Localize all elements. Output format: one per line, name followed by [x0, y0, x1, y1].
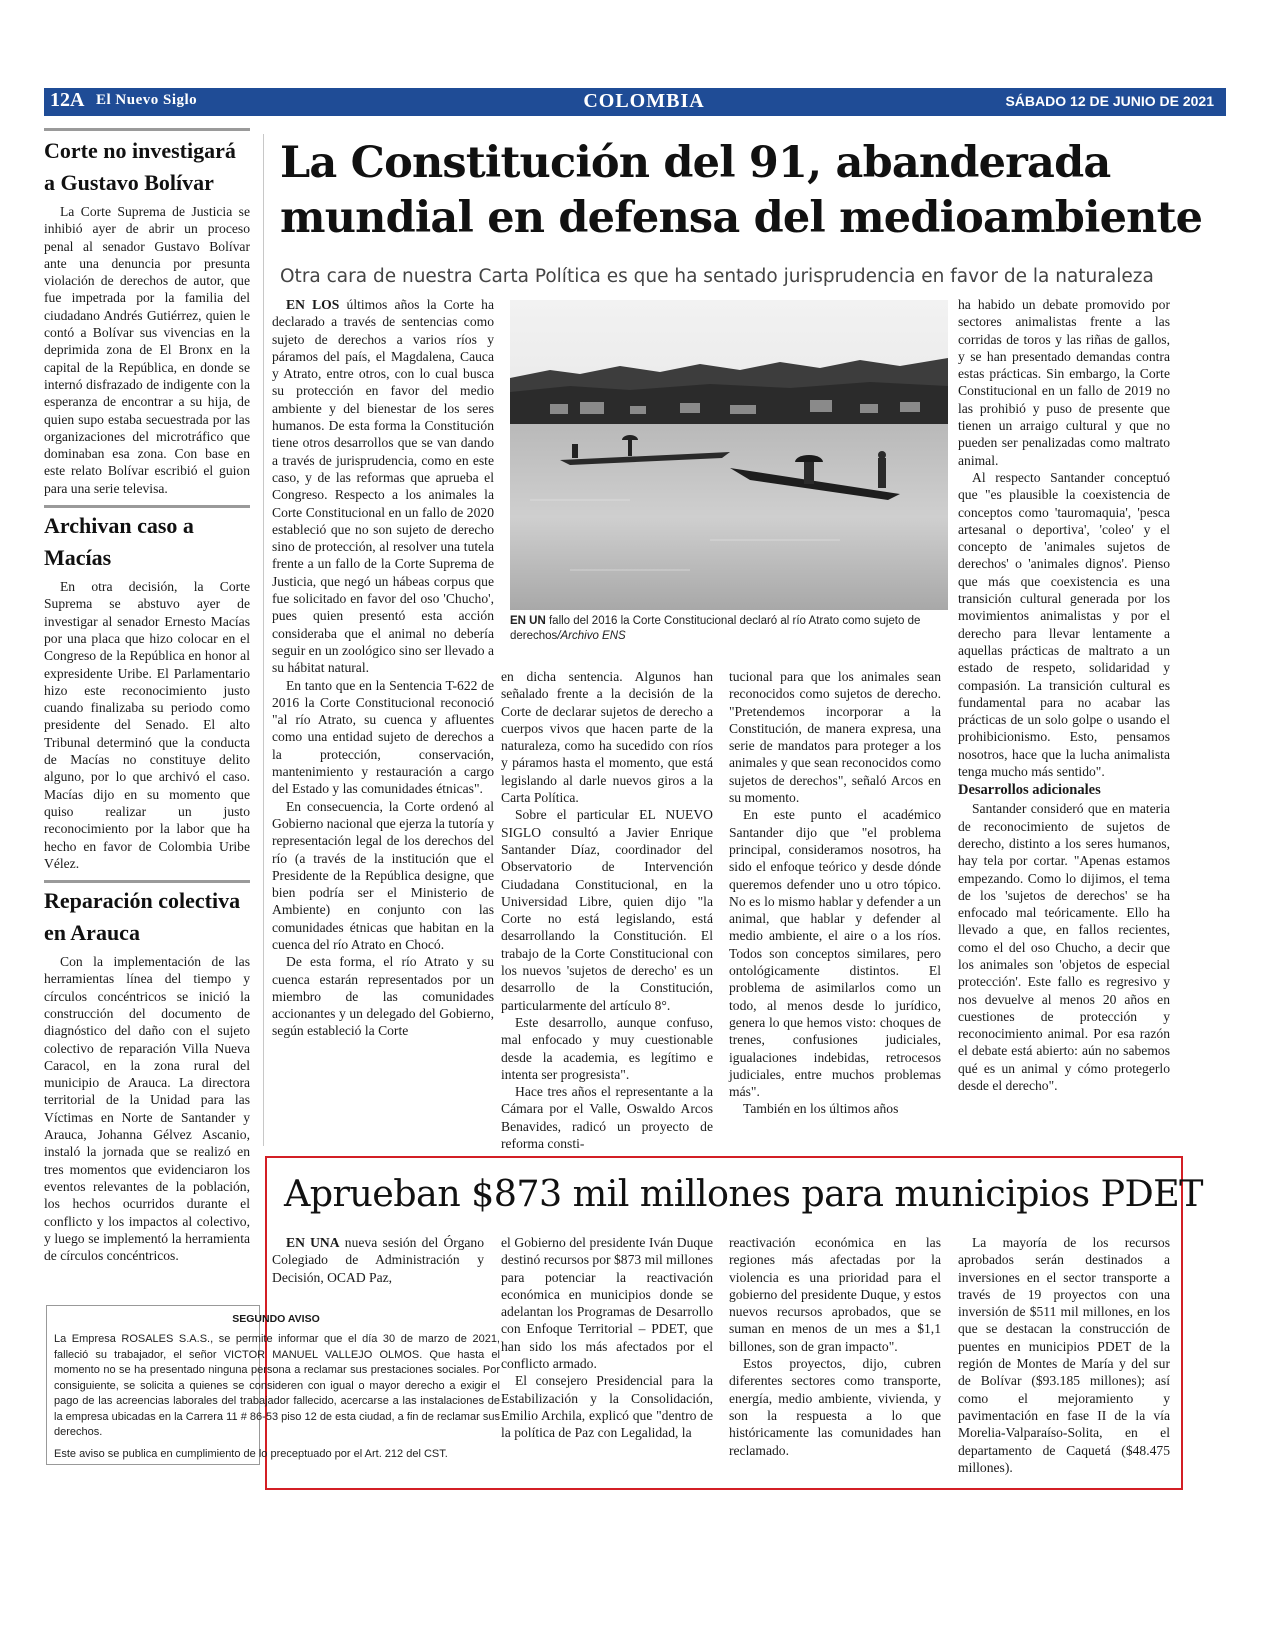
photo-credit: /Archivo ENS: [557, 630, 626, 642]
main-column-2: [501, 668, 713, 1152]
brief-body-bolivar: La Corte Suprema de Justicia se inhibió ayer de abrir un proceso penal al senador Gustavo Bolívar ante una denuncia por presunta violación de derechos de autor, que fue impetrada por la familia del ciudadano Andrés Gutiérrez, quien le contó a Bolívar sus vivencias en la deprimida zona de El Bronx en la capital de la República, en donde se internó disfrazado de indigente con la esperanza de encontrar a su hija, de quien supo estaba secuestrada por las organizaciones del microtráfico que dominaban esa zona. Con base en este relato Bolívar escribió el guion para una serie televisa.: [44, 204, 250, 496]
subheading: Desarrollos adicionales: [958, 782, 1101, 799]
legal-notice-body: [54, 1332, 500, 1468]
brief-body-arauca: Con la implementación de las herramientas línea del tiempo y círculos concéntricos se inició la construcción del documento de diagnóstico del daño con el sujeto colectivo de reparación Villa Nueva Caracol, en la zona rural del municipio de Arauca. La directora territorial de la Unidad para las Víctimas en Norte de Santander y Arauca, Johanna Gélvez Ascanio, instaló la jornada que se realizó en tres momentos que evidenciaron los eventos relevantes de la población, los hechos ocurridos durante el conflicto y los impactos al colectivo, y luego se implementó la herramienta de círculos concéntricos.: [44, 954, 250, 1264]
paragraph: ha habido un debate promovido por sectores animalistas frente a las corridas de toros y las riñas de gallos, y se han presentado demandas contra estas prácticas. Sin embargo, la Corte Constitucional en un fallo de 2019 no las prohibió y puso de presente que tienen un arraigo cultural y que no pueden ser penalizadas como maltrato animal.: [958, 297, 1170, 468]
lead-in: EN LOS: [286, 297, 340, 312]
main-column-1: [272, 296, 494, 1040]
left-brief-column: [44, 128, 250, 1264]
brief-body-macias: En otra decisión, la Corte Suprema se abstuvo ayer de investigar al senador Ernesto Macías por una placa que hizo colocar en el Congreso de la República en honor al expresidente Uribe. El Parlamentario hizo este reconocimiento justo cuando finalizaba su periodo como presidente del Senado. El alto Tribunal determinó que la conducta de Macías no constituye delito alguno, por lo que archivó el caso. Macías dijo en su momento que quiso realizar un justo reconocimiento por la labor que ha hecho en favor de Colombia Uribe Vélez.: [44, 579, 250, 871]
brief-rule: [44, 128, 250, 131]
brief-title-macias: Archivan caso a Macías: [44, 513, 194, 571]
brief-rule: [44, 505, 250, 508]
column-divider: [263, 134, 264, 1146]
photo-caption: [510, 614, 948, 644]
legal-notice-text: La Empresa ROSALES S.A.S., se permite informar que el día 30 de marzo de 2021, falleció su trabajador, el señor VICTOR MANUEL VALLEJO OLMOS. Que hasta el momento no se ha presentado ninguna persona a reclamar sus prestaciones sociales. Por consiguiente, se solicita a quienes se consideren con igual o mayor derecho a exigir el pago de las acreencias laborales del trabajador fallecido, acercarse a las instalaciones de la empresa ubicadas en la Carrera 11 # 86-53 piso 12 de esta ciudad, a fin de reclamar sus derechos.: [54, 1333, 500, 1438]
paragraph: De esta forma, el río Atrato y su cuenca estarán representados por un miembro de las comunidades accionantes y un delegado del Gobierno, según estableció la Corte: [272, 954, 494, 1039]
lead-in: EN UNA: [286, 1235, 340, 1250]
legal-notice-footer: Este aviso se publica en cumplimiento de lo preceptuado por el Art. 212 del CST.: [54, 1447, 448, 1460]
publication-name: El Nuevo Siglo: [96, 92, 198, 108]
photo-illustration: [510, 300, 948, 610]
paragraph: También en los últimos años: [743, 1101, 899, 1117]
paragraph: La mayoría de los recursos aprobados serán destinados a inversiones en el sector transporte a través de 19 proyectos con una inversión de $511 mil millones, en los que se destacan la construcción de puentes en municipios PDET de la región de Montes de María y del sur de Bolívar ($93.185 millones); así como el mejoramiento y pavimentación en fase II de la vía Morelia-Valparaíso-Solita, en el departamento de Caquetá ($48.475 millones).: [958, 1235, 1170, 1475]
page-header-bar: [44, 88, 1226, 116]
atrato-river-photo: [510, 300, 948, 610]
paragraph: Santander consideró que en materia de reconocimiento de sujetos de derecho, distinto a los seres humanos, hay tela por cortar. "Apenas estamos empezando. Como lo dijimos, el tema de los 'sujetos de derechos' se ha enfocado mal teóricamente. Ello ha llevado a que, en fallos recientes, como el del oso Chucho, a decir que los animales son 'objetos de especial protección'. Este fallo es regresivo y nos devuelve al menos 20 años en cuestiones de protección y reconocimiento animal. Por esa razón el debate está abierto: aún no sabemos qué es un animal y cómo protegerlo desde el derecho".: [958, 801, 1170, 1094]
main-column-3: [729, 668, 941, 1118]
boxed-column-4: [958, 1234, 1170, 1476]
issue-date: SÁBADO 12 DE JUNIO DE 2021: [1005, 93, 1214, 109]
paragraph: Al respecto Santander conceptuó que "es plausible la coexistencia de conceptos como 'tauromaquia', 'pesca artesanal o deportiva', 'coleo' y el concepto de 'animales sujetos de derechos' o 'animales dignos'. Pienso que más que coexistencia es una transición cultural generada por los movimientos animalistas y por el derecho para llevar lentamente a aquellas prácticas de maltrato a un estado de respeto, solidaridad y compasión. La transición cultural es fundamental para no acabar las prácticas de un solo golpe o usando el prohibicionismo. Esto, pensamos nosotros, hace que la lucha animalista tenga mucho más sentido".: [958, 469, 1170, 780]
boxed-article-headline: Aprueban $873 mil millones para municipios PDET: [284, 1172, 1203, 1215]
paragraph: En consecuencia, la Corte ordenó al Gobierno nacional que ejerza la tutoría y representación legal de los derechos del río (a través de la institución que el Presidente de la República designe, que bien podría ser el Ministerio de Ambiente) en conjunto con las comunidades étnicas que habitan en la cuenca del río Atrato en Chocó.: [272, 798, 494, 952]
boxed-column-1: [272, 1234, 484, 1286]
paragraph: reactivación económica en las regiones más afectadas por la violencia es una prioridad para el gobierno del presidente Duque, y estos nuevos recursos aprobados, que se suman en menos de un mes a $1,1 billones, son de gran impacto".: [729, 1235, 941, 1354]
paragraph: el Gobierno del presidente Iván Duque destinó recursos por $873 mil millones para potenciar la reactivación económica en municipios donde se adelantan los Programas de Desarrollo con Enfoque Territorial – PDET, que han sido los más afectados por el conflicto armado.: [501, 1235, 713, 1372]
caption-text: fallo del 2016 la Corte Constitucional declaró al río Atrato como sujeto de derechos: [510, 615, 921, 642]
paragraph: Estos proyectos, dijo, cubren diferentes sectores como transporte, energía, medio ambiente, vivienda, y son la respuesta a lo que históricamente las comunidades han reclamado.: [729, 1356, 941, 1458]
boxed-column-3: [729, 1234, 941, 1459]
boxed-column-2: [501, 1234, 713, 1442]
brief-title-bolivar: Corte no investigará a Gustavo Bolívar: [44, 138, 236, 195]
paragraph: En tanto que en la Sentencia T-622 de 2016 la Corte Constitucional reconoció "al río Atrato, su cuenca y afluentes como una entidad sujeto de derechos a la protección, conservación, mantenimiento y restauración a cargo del Estado y las comunidades étnicas".: [272, 677, 494, 797]
main-headline: La Constitución del 91, abanderada mundial en defensa del medioambiente: [280, 138, 1203, 243]
paragraph: tucional para que los animales sean reconocidos como sujetos de derecho. "Pretendemos incorporar a la Constitución, de manera expresa, una serie de mandatos para proteger a los animales y que sean reconocidos como sujetos de derechos", señaló Arcos en su momento.: [729, 669, 941, 806]
paragraph: en dicha sentencia. Algunos han señalado frente a la decisión de la Corte de declarar sujetos de derecho a cuerpos vivos que hacen parte de la naturaleza, como ha sucedido con ríos y páramos hasta el momento, que está legislando al darle nuevos giros a la Carta Política.: [501, 669, 713, 806]
brief-title-arauca: Reparación colectiva en Arauca: [44, 888, 241, 946]
main-subtitle: Otra cara de nuestra Carta Política es que ha sentado jurisprudencia en favor de la naturaleza: [280, 266, 1154, 287]
paragraph: El consejero Presidencial para la Estabilización y la Consolidación, Emilio Archila, explicó que "dentro de la política de Paz con Legalidad, la: [501, 1373, 713, 1441]
paragraph: Sobre el particular EL NUEVO SIGLO consultó a Javier Enrique Santander Díaz, coordinador del Observatorio de Intervención Ciudadana Constitucional, en la Universidad Libre, quien dijo "la Corte no está legislando, está desarrollando la Constitución. El trabajo de la Corte Constitucional con los nuevos 'sujetos de derecho' es un desarrollo de la Constitución, particularmente del artículo 8°.: [501, 807, 713, 1013]
legal-notice-title: SEGUNDO AVISO: [232, 1313, 320, 1325]
paragraph: Hace tres años el representante a la Cámara por el Valle, Oswaldo Arcos Benavides, radicó un proyecto de reforma consti-: [501, 1084, 713, 1152]
section-name: COLOMBIA: [583, 90, 705, 112]
paragraph: En este punto el académico Santander dijo que "el problema principal, consideramos nosotros, ha sido el enfoque teórico y desde dónde queremos defender uno u otro tópico. No es lo mismo hablar y defender a un animal, que hablar y defender al medio ambiente, el aire o a los ríos. Todos son conceptos similares, pero ontológicamente distintos. El problema de asimilarlos como un todo, al menos desde lo jurídico, genera lo que hemos visto: choques de trenes, confusiones judiciales, igualaciones indebidas, retrocesos judiciales, entre muchos problemas más".: [729, 807, 941, 1100]
paragraph: últimos años la Corte ha declarado a través de sentencias como sujeto de derechos a varios ríos y páramos del país, el Magdalena, Cauca y Atrato, entre otros, con lo cual busca su protección en favor del medio ambiente y del bienestar de los seres humanos. De esta forma la Constitución tiene otros desarrollos que se van dando a través de jurisprudencia, como en este caso, y de las reformas que aprueba el Congreso. Respecto a los animales la Corte Constitucional en un fallo de 2020 estableció que no son sujeto de derecho sino de protección, al resolver una tutela frente a un fallo de la Corte Suprema de Justicia, que negó un hábeas corpus que fue solicitado en favor del oso 'Chucho', pues quien presentó esta acción consideraba que el animal no debería seguir en un zoológico sino ser llevado a su hábitat natural.: [272, 297, 494, 676]
page-number: 12A: [50, 89, 85, 111]
brief-rule: [44, 880, 250, 883]
paragraph: nueva sesión del Órgano Colegiado de Administración y Decisión, OCAD Paz,: [272, 1235, 485, 1285]
paragraph: Este desarrollo, aunque confuso, mal enfocado y muy cuestionable desde la academia, es legítimo e intenta ser progresista".: [501, 1014, 713, 1082]
main-column-4: [958, 296, 1170, 1094]
caption-lead: EN UN: [510, 615, 546, 627]
